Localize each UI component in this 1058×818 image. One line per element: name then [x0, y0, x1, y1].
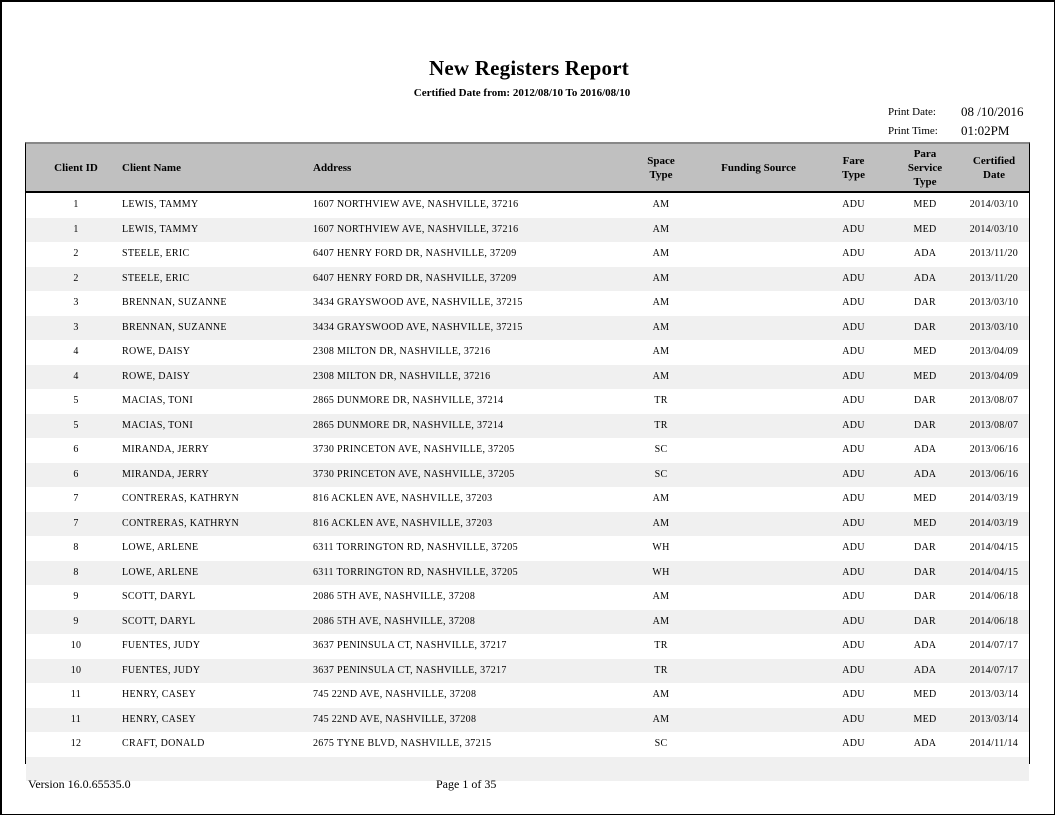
cell-client-id: 5 [73, 419, 79, 431]
cell-client-id: 2 [73, 248, 79, 259]
cell-funding-source [706, 708, 811, 733]
cell-client-name: HENRY, CASEY [122, 713, 196, 725]
report-date-range: Certified Date from: 2012/08/10 To 2016/08/10 [413, 87, 631, 99]
cell-space-type: AM [652, 689, 670, 700]
column-header-funding-source: Funding Source [721, 161, 796, 174]
cell-funding-source [706, 242, 811, 267]
cell-address: 1607 NORTHVIEW AVE, NASHVILLE, 37216 [313, 223, 519, 235]
cell-client-name: STEELE, ERIC [122, 248, 190, 259]
cell-para-service-type: MED [913, 517, 937, 529]
cell-client-name: BRENNAN, SUZANNE [122, 297, 227, 308]
cell-client-id: 9 [73, 615, 79, 627]
cell-address: 6407 HENRY FORD DR, NASHVILLE, 37209 [313, 272, 517, 284]
table-row [26, 218, 1029, 243]
cell-fare-type: ADU [842, 468, 865, 480]
cell-funding-source [706, 683, 811, 708]
cell-funding-source [706, 218, 811, 243]
cell-para-service-type: DAR [913, 542, 936, 553]
cell-para-service-type: ADA [913, 444, 937, 455]
table-row [26, 291, 1029, 316]
cell-client-id: 6 [73, 444, 79, 455]
cell-fare-type: ADU [842, 566, 865, 578]
cell-client-id: 7 [73, 493, 79, 504]
cell-space-type: AM [652, 272, 670, 284]
cell-certified-date: 2014/04/15 [969, 566, 1019, 578]
cell-para-service-type: ADA [913, 640, 937, 651]
cell-client-id: 4 [73, 370, 79, 382]
cell-funding-source [706, 316, 811, 341]
table-row [26, 561, 1029, 586]
cell-para-service-type: MED [913, 199, 937, 210]
cell-certified-date: 2014/07/17 [969, 664, 1019, 676]
column-header-client-name: Client Name [122, 161, 181, 174]
table-row [26, 242, 1029, 267]
cell-address: 6407 HENRY FORD DR, NASHVILLE, 37209 [313, 248, 517, 259]
table-row [26, 536, 1029, 561]
cell-space-type: TR [654, 664, 668, 676]
cell-space-type: AM [652, 321, 670, 333]
cell-certified-date: 2013/06/16 [969, 468, 1019, 480]
cell-funding-source [706, 389, 811, 414]
cell-address: 3637 PENINSULA CT, NASHVILLE, 37217 [313, 664, 507, 676]
column-header-fare-type: Fare Type [841, 154, 866, 181]
cell-space-type: TR [654, 419, 668, 431]
cell-client-name: LEWIS, TAMMY [122, 199, 199, 210]
cell-fare-type: ADU [842, 713, 865, 725]
cell-client-name: SCOTT, DARYL [122, 615, 196, 627]
cell-client-id: 3 [73, 321, 79, 333]
column-header-certified-date: Certified Date [972, 154, 1016, 181]
cell-certified-date: 2014/03/10 [969, 199, 1019, 210]
cell-client-name: CRAFT, DONALD [122, 738, 205, 749]
column-header-address: Address [313, 161, 352, 174]
cell-certified-date: 2013/06/16 [969, 444, 1019, 455]
column-header-para-service-type: Para Service Type [907, 147, 943, 188]
cell-space-type: AM [652, 346, 670, 357]
cell-client-name: MACIAS, TONI [122, 419, 194, 431]
cell-certified-date: 2014/03/19 [969, 493, 1019, 504]
cell-para-service-type: ADA [913, 664, 937, 676]
footer-page-number: Page 1 of 35 [436, 777, 497, 791]
table-row [26, 193, 1029, 218]
cell-fare-type: ADU [842, 640, 865, 651]
cell-funding-source [706, 536, 811, 561]
cell-fare-type: ADU [842, 444, 865, 455]
cell-address: 2865 DUNMORE DR, NASHVILLE, 37214 [313, 419, 504, 431]
table-row [26, 585, 1029, 610]
cell-fare-type: ADU [842, 542, 865, 553]
column-header-space-type: Space Type [647, 154, 675, 181]
cell-fare-type: ADU [842, 493, 865, 504]
cell-certified-date: 2013/08/07 [969, 395, 1019, 406]
cell-funding-source [706, 463, 811, 488]
cell-certified-date: 2013/03/10 [969, 321, 1019, 333]
cell-client-id: 9 [73, 591, 79, 602]
cell-space-type: AM [652, 713, 670, 725]
cell-client-id: 12 [70, 738, 82, 749]
cell-address: 2675 TYNE BLVD, NASHVILLE, 37215 [313, 738, 492, 749]
cell-address: 6311 TORRINGTON RD, NASHVILLE, 37205 [313, 566, 518, 578]
cell-para-service-type: DAR [913, 395, 936, 406]
print-date-value: 08 /10/2016 [961, 103, 1024, 119]
cell-address: 3730 PRINCETON AVE, NASHVILLE, 37205 [313, 468, 515, 480]
cell-client-id: 1 [73, 223, 79, 235]
cell-client-id: 3 [73, 297, 79, 308]
cell-certified-date: 2013/04/09 [969, 370, 1019, 382]
cell-space-type: AM [652, 223, 670, 235]
table-row [26, 267, 1029, 292]
registers-table [25, 142, 1030, 764]
cell-funding-source [706, 610, 811, 635]
cell-space-type: AM [652, 517, 670, 529]
cell-client-name: FUENTES, JUDY [122, 664, 201, 676]
cell-address: 745 22ND AVE, NASHVILLE, 37208 [313, 689, 477, 700]
cell-funding-source [706, 365, 811, 390]
cell-client-name: ROWE, DAISY [122, 346, 191, 357]
print-time-label: Print Time: [888, 124, 938, 137]
cell-fare-type: ADU [842, 346, 865, 357]
cell-address: 3434 GRAYSWOOD AVE, NASHVILLE, 37215 [313, 321, 523, 333]
cell-funding-source [706, 512, 811, 537]
cell-certified-date: 2014/11/14 [969, 738, 1019, 749]
cell-client-name: MIRANDA, JERRY [122, 444, 209, 455]
cell-client-id: 2 [73, 272, 79, 284]
cell-client-id: 6 [73, 468, 79, 480]
cell-certified-date: 2013/11/20 [969, 248, 1019, 259]
cell-client-id: 4 [73, 346, 79, 357]
cell-funding-source [706, 438, 811, 463]
cell-fare-type: ADU [842, 395, 865, 406]
cell-client-id: 7 [73, 517, 79, 529]
cell-para-service-type: MED [913, 346, 937, 357]
table-row [26, 316, 1029, 341]
cell-space-type: WH [652, 566, 670, 578]
cell-certified-date: 2013/04/09 [969, 346, 1019, 357]
cell-certified-date: 2014/04/15 [969, 542, 1019, 553]
cell-para-service-type: DAR [913, 297, 936, 308]
cell-client-name: MACIAS, TONI [122, 395, 194, 406]
table-row [26, 438, 1029, 463]
cell-funding-source [706, 659, 811, 684]
table-row [26, 732, 1029, 757]
cell-space-type: TR [654, 640, 668, 651]
cell-address: 2086 5TH AVE, NASHVILLE, 37208 [313, 615, 476, 627]
cell-client-name: ROWE, DAISY [122, 370, 191, 382]
cell-funding-source [706, 585, 811, 610]
cell-fare-type: ADU [842, 272, 865, 284]
cell-funding-source [706, 732, 811, 757]
cell-space-type: AM [652, 248, 670, 259]
cell-client-name: CONTRERAS, KATHRYN [122, 493, 240, 504]
cell-para-service-type: MED [913, 689, 937, 700]
cell-fare-type: ADU [842, 664, 865, 676]
cell-certified-date: 2013/03/14 [969, 713, 1019, 725]
cell-para-service-type: DAR [913, 321, 936, 333]
report-title: New Registers Report [429, 56, 629, 80]
cell-fare-type: ADU [842, 321, 865, 333]
cell-space-type: AM [652, 591, 670, 602]
cell-client-name: MIRANDA, JERRY [122, 468, 209, 480]
table-body [26, 193, 1029, 781]
cell-space-type: WH [652, 542, 670, 553]
cell-funding-source [706, 487, 811, 512]
table-row [26, 463, 1029, 488]
cell-client-id: 10 [70, 664, 82, 676]
cell-funding-source [706, 561, 811, 586]
cell-certified-date: 2013/03/14 [969, 689, 1019, 700]
cell-para-service-type: DAR [913, 419, 936, 431]
cell-address: 745 22ND AVE, NASHVILLE, 37208 [313, 713, 477, 725]
table-row [26, 487, 1029, 512]
cell-certified-date: 2014/06/18 [969, 591, 1019, 602]
cell-para-service-type: MED [913, 223, 937, 235]
cell-fare-type: ADU [842, 248, 865, 259]
table-row [26, 659, 1029, 684]
cell-address: 2865 DUNMORE DR, NASHVILLE, 37214 [313, 395, 504, 406]
cell-fare-type: ADU [842, 689, 865, 700]
cell-fare-type: ADU [842, 199, 865, 210]
cell-funding-source [706, 634, 811, 659]
cell-client-name: CONTRERAS, KATHRYN [122, 517, 240, 529]
print-time-value: 01:02PM [961, 122, 1010, 138]
cell-client-name: LOWE, ARLENE [122, 566, 199, 578]
cell-funding-source [706, 340, 811, 365]
cell-certified-date: 2013/03/10 [969, 297, 1019, 308]
table-row [26, 414, 1029, 439]
cell-address: 1607 NORTHVIEW AVE, NASHVILLE, 37216 [313, 199, 519, 210]
cell-para-service-type: MED [913, 493, 937, 504]
cell-client-id: 5 [73, 395, 79, 406]
cell-certified-date: 2013/11/20 [969, 272, 1019, 284]
cell-client-id: 1 [73, 199, 79, 210]
cell-client-name: LOWE, ARLENE [122, 542, 199, 553]
cell-space-type: TR [654, 395, 668, 406]
cell-fare-type: ADU [842, 297, 865, 308]
cell-client-id: 10 [70, 640, 82, 651]
footer-version: Version 16.0.65535.0 [28, 777, 131, 791]
print-info [888, 102, 1023, 140]
cell-client-id: 11 [70, 713, 82, 725]
cell-para-service-type: DAR [913, 566, 936, 578]
cell-funding-source [706, 414, 811, 439]
cell-space-type: SC [654, 738, 668, 749]
cell-para-service-type: DAR [913, 615, 936, 627]
cell-para-service-type: MED [913, 370, 937, 382]
cell-space-type: AM [652, 370, 670, 382]
cell-address: 2086 5TH AVE, NASHVILLE, 37208 [313, 591, 476, 602]
table-header [26, 144, 1029, 193]
cell-certified-date: 2014/03/10 [969, 223, 1019, 235]
cell-address: 6311 TORRINGTON RD, NASHVILLE, 37205 [313, 542, 518, 553]
cell-para-service-type: ADA [913, 738, 937, 749]
cell-fare-type: ADU [842, 615, 865, 627]
cell-fare-type: ADU [842, 419, 865, 431]
cell-address: 3434 GRAYSWOOD AVE, NASHVILLE, 37215 [313, 297, 523, 308]
cell-fare-type: ADU [842, 223, 865, 235]
cell-space-type: AM [652, 297, 670, 308]
cell-para-service-type: ADA [913, 272, 937, 284]
cell-funding-source [706, 291, 811, 316]
cell-client-name: STEELE, ERIC [122, 272, 190, 284]
cell-para-service-type: MED [913, 713, 937, 725]
cell-client-name: LEWIS, TAMMY [122, 223, 199, 235]
cell-funding-source [706, 267, 811, 292]
cell-fare-type: ADU [842, 370, 865, 382]
cell-certified-date: 2014/03/19 [969, 517, 1019, 529]
cell-certified-date: 2013/08/07 [969, 419, 1019, 431]
column-header-client-id: Client ID [54, 161, 98, 174]
cell-fare-type: ADU [842, 517, 865, 529]
table-row [26, 634, 1029, 659]
cell-space-type: SC [654, 444, 668, 455]
table-row-empty [26, 757, 1029, 782]
cell-client-name: HENRY, CASEY [122, 689, 196, 700]
cell-client-id: 11 [70, 689, 82, 700]
table-row [26, 389, 1029, 414]
cell-space-type: AM [652, 199, 670, 210]
cell-client-name: FUENTES, JUDY [122, 640, 201, 651]
cell-address: 3637 PENINSULA CT, NASHVILLE, 37217 [313, 640, 507, 651]
cell-space-type: AM [652, 615, 670, 627]
table-row [26, 708, 1029, 733]
cell-client-name: SCOTT, DARYL [122, 591, 196, 602]
cell-certified-date: 2014/07/17 [969, 640, 1019, 651]
cell-address: 2308 MILTON DR, NASHVILLE, 37216 [313, 370, 491, 382]
cell-client-id: 8 [73, 566, 79, 578]
cell-para-service-type: ADA [913, 248, 937, 259]
cell-para-service-type: ADA [913, 468, 937, 480]
cell-space-type: SC [654, 468, 668, 480]
table-row [26, 340, 1029, 365]
cell-certified-date: 2014/06/18 [969, 615, 1019, 627]
cell-fare-type: ADU [842, 591, 865, 602]
print-date-label: Print Date: [888, 105, 936, 118]
cell-address: 3730 PRINCETON AVE, NASHVILLE, 37205 [313, 444, 515, 455]
cell-fare-type: ADU [842, 738, 865, 749]
cell-para-service-type: DAR [913, 591, 936, 602]
cell-address: 816 ACKLEN AVE, NASHVILLE, 37203 [313, 493, 493, 504]
table-row [26, 610, 1029, 635]
cell-address: 816 ACKLEN AVE, NASHVILLE, 37203 [313, 517, 493, 529]
table-row [26, 365, 1029, 390]
cell-client-name: BRENNAN, SUZANNE [122, 321, 227, 333]
cell-address: 2308 MILTON DR, NASHVILLE, 37216 [313, 346, 491, 357]
cell-space-type: AM [652, 493, 670, 504]
cell-funding-source [706, 193, 811, 218]
table-row [26, 683, 1029, 708]
table-row [26, 512, 1029, 537]
cell-client-id: 8 [73, 542, 79, 553]
